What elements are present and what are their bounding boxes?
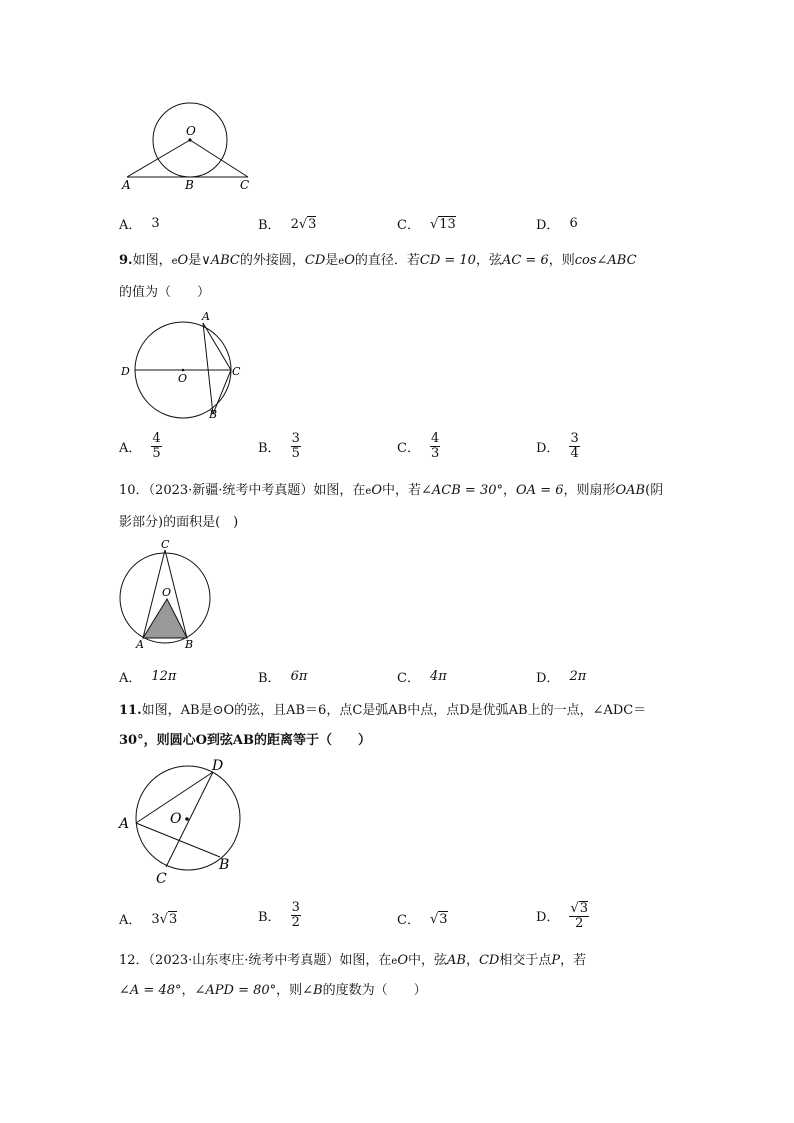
option-value: 3 <box>151 216 160 231</box>
option-fraction: $\frac{3}{4}$ <box>570 431 579 461</box>
q10-label-b: B <box>185 638 194 651</box>
q10-option-a <box>119 667 176 686</box>
q10-label-o: O <box>162 586 172 599</box>
q10-shaded-sector <box>143 599 187 638</box>
q9-label-c: C <box>232 365 241 378</box>
q11-text-line1: 11.如图，AB是⊙O的弦，且AB＝6，点C是弧AB中点，点D是优弧AB上的一点，∠ADC＝ <box>119 703 647 718</box>
option-letter: B． <box>258 671 281 686</box>
option-letter: D． <box>536 218 560 233</box>
q11-option-b <box>258 901 301 929</box>
q8-option-d <box>536 214 578 233</box>
q8-label-b: B <box>185 178 194 192</box>
option-value: 3√3 <box>151 911 178 927</box>
q8-option-a <box>119 214 160 233</box>
q11-option-d <box>536 901 589 930</box>
q9-label-o: O <box>178 372 188 385</box>
q10-option-c <box>397 667 447 686</box>
q9-center-dot <box>182 369 185 372</box>
q8-figure <box>115 95 265 195</box>
option-value: 6 <box>569 216 578 231</box>
option-letter: D． <box>536 671 560 686</box>
option-letter: A． <box>119 440 142 456</box>
q12-text-line1: 12．（2023·山东枣庄·统考中考真题）如图，在eO中，弦AB，CD相交于点P，若 <box>119 953 587 968</box>
q9-option-b <box>258 432 301 460</box>
option-letter: B． <box>258 909 281 925</box>
q9-label-d: D <box>121 365 130 378</box>
q9-label-a: A <box>202 310 210 323</box>
option-letter: D． <box>536 910 560 926</box>
q9-option-d <box>536 432 580 460</box>
q12-text-line2: ∠A = 48°，∠APD = 80°，则∠B的度数为（ ） <box>119 983 427 998</box>
q11-label-b: B <box>219 857 230 873</box>
option-fraction: $\frac{3}{2}$ <box>291 900 300 930</box>
option-value: √3 <box>429 911 448 927</box>
option-fraction: $\frac{4}{3}$ <box>430 431 440 461</box>
q9-option-c <box>397 432 440 460</box>
option-fraction: $\frac{3}{5}$ <box>291 431 300 461</box>
q9-text-line1: 9.如图，eO是∨ABC的外接圆，CD是eO的直径．若CD = 10，弦AC = 6，则cos∠ABC <box>119 253 637 268</box>
q11-label-d: D <box>212 758 224 774</box>
option-value: 2π <box>569 669 587 684</box>
q11-label-c: C <box>156 871 167 887</box>
option-letter: A． <box>119 913 142 928</box>
q11-center-dot <box>185 817 189 821</box>
q8-center-dot <box>188 138 191 141</box>
q9-figure <box>118 310 253 425</box>
q9-option-a <box>119 432 162 460</box>
option-letter: C． <box>397 440 420 456</box>
q10-figure <box>115 538 220 653</box>
q10-label-c: C <box>161 538 170 551</box>
option-value: 2√3 <box>290 216 317 232</box>
q11-label-o: O <box>170 811 182 827</box>
q8-label-c: C <box>240 178 250 192</box>
option-value: 4π <box>429 669 447 684</box>
option-letter: B． <box>258 218 281 233</box>
q10-option-b <box>258 667 307 686</box>
q10-text-line2: 影部分)的面积是( ) <box>119 515 239 530</box>
q11-option-a <box>119 909 177 928</box>
q11-label-a: A <box>119 816 130 832</box>
option-fraction: $\frac{√3}{2}$ <box>570 901 589 931</box>
q8-label-o: O <box>186 124 196 138</box>
q10-option-d <box>536 667 586 686</box>
q8-line-oa <box>127 140 190 177</box>
q11-figure <box>116 756 246 888</box>
q11-option-c <box>397 909 448 928</box>
q11-text-line2: 30°，则圆心O到弦AB的距离等于（ ） <box>119 733 371 748</box>
option-fraction: $\frac{4}{5}$ <box>152 431 161 461</box>
q10-text-line1: 10．（2023·新疆·统考中考真题）如图，在eO中，若∠ACB = 30°，OA = 6，则扇形OAB(阴 <box>119 483 664 498</box>
option-value: 12π <box>151 669 177 684</box>
option-letter: C． <box>397 218 420 233</box>
option-value: √13 <box>429 216 456 232</box>
q8-line-oc <box>190 140 248 177</box>
q9-label-b: B <box>209 408 218 421</box>
q8-option-c <box>397 214 456 233</box>
option-letter: A． <box>119 218 142 233</box>
option-letter: C． <box>397 913 420 928</box>
option-value: 6π <box>290 669 308 684</box>
option-letter: C． <box>397 671 420 686</box>
q8-option-b <box>258 214 316 233</box>
option-letter: B． <box>258 440 281 456</box>
q9-text-line2: 的值为（ ） <box>119 285 211 300</box>
q10-label-a: A <box>136 638 144 651</box>
q8-label-a: A <box>122 178 131 192</box>
option-letter: A． <box>119 671 142 686</box>
option-letter: D． <box>536 440 560 456</box>
